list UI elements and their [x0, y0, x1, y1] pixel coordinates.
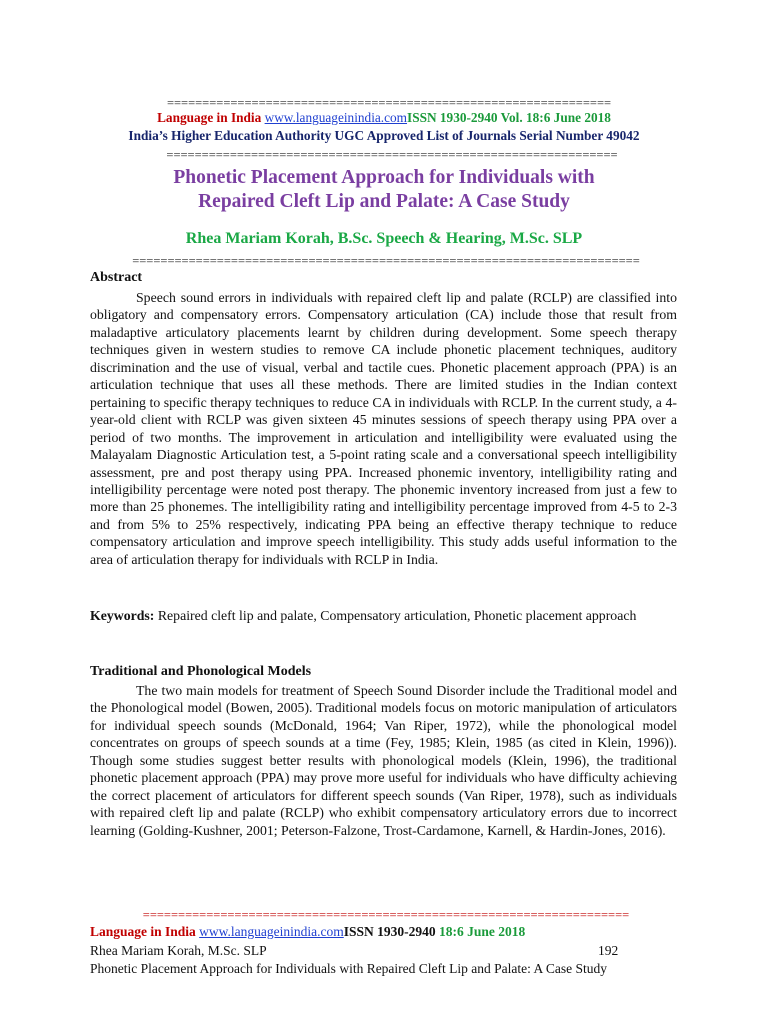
footer-volume: 18:6 June 2018	[439, 924, 526, 939]
footer-title-line: Phonetic Placement Approach for Individuals with Repaired Cleft Lip and Palate: A Case Study	[90, 961, 608, 976]
keywords-label: Keywords:	[90, 608, 155, 623]
ugc-approval-line: India’s Higher Education Authority UGC Approved List of Journals Serial Number 49042	[128, 128, 640, 143]
section-heading: Traditional and Phonological Models	[90, 664, 312, 679]
journal-name: Language in India	[157, 110, 262, 125]
journal-website-link[interactable]: www.languageinindia.com	[264, 110, 408, 125]
page-number: 192	[598, 943, 619, 958]
footer-issn: ISSN 1930-2940	[343, 924, 436, 939]
footer-author-line: Rhea Mariam Korah, M.Sc. SLP	[90, 943, 267, 958]
header-rule-bottom: ================================================================	[166, 148, 618, 162]
journal-issn-volume: ISSN 1930-2940 Vol. 18:6 June 2018	[407, 110, 611, 125]
article-author: Rhea Mariam Korah, B.Sc. Speech & Hearing, M.Sc. SLP	[185, 230, 583, 247]
keywords-paragraph	[90, 607, 677, 624]
section-paragraph: The two main models for treatment of Speech Sound Disorder include the Traditional model and the Phonological model (Bowen, 2005). Traditional models focus on motoric manipulation of articulators for individual speech sounds (McDonald, 1964; Van Riper, 1972), while the phonological model concentrates on groups of speech sounds at a time (Fey, 1985; Klein, 1985 (as cited in Klein, 1996)). Though some studies suggest better results with phonological models (Klein, 1996), the traditional phonetic placement approach (PPA) may prove more useful for individuals who have difficulty achieving the correct placement of articulators for different speech sounds (Van Riper, 1978), such as individuals with repaired cleft lip and palate (RCLP) who exhibit compensatory articulatory errors due to incorrect learning (Golding-Kushner, 2001; Peterson-Falzone, Trost-Cardamone, Karnell, & Hardin-Jones, 2016).	[90, 683, 677, 838]
abstract-heading: Abstract	[90, 270, 143, 285]
title-rule: ========================================================================	[132, 254, 640, 268]
footer-journal-name: Language in India	[90, 924, 196, 939]
article-title-line-2: Repaired Cleft Lip and Palate: A Case Study	[198, 191, 570, 212]
article-title-line-1: Phonetic Placement Approach for Individuals with	[173, 167, 595, 188]
abstract-paragraph: Speech sound errors in individuals with repaired cleft lip and palate (RCLP) are classified into obligatory and compensatory errors. Compensatory articulation (CA) include those that result from maladaptive articulatory placements learnt by children during development. Some speech therapy techniques given in western studies to remove CA include phonetic placement techniques, auditory discrimination and the use of visual, verbal and tactile cues. Phonetic placement approach (PPA) is an articulation technique that uses all these methods. There are limited studies in the Indian context pertaining to specific therapy techniques to reduce CA in individuals with RCLP. In the current study, a 4-year-old client with RCLP was given sixteen 45 minutes sessions of speech therapy using PPA over a period of two months. The improvement in articulation and intelligibility were evaluated using the Malayalam Diagnostic Articulation test, a 5-point rating scale and a conversational speech intelligibility assessment, pre and post therapy using PPA. Increased phonemic inventory, intelligibility rating and intelligibility percentage were noted post therapy. The phonemic inventory increased from just a few to more than 25 phonemes. The intelligibility rating and intelligibility percentage improved from 4-5 to 2-3 and from 5% to 25% respectively, indicating PPA being an effective therapy technique to reduce compensatory articulation and improve speech intelligibility. This study adds useful information to the area of articulation therapy for individuals with RCLP in India.	[90, 290, 677, 567]
footer-journal-line	[90, 923, 525, 940]
header-rule-top: ===============================================================	[166, 96, 612, 110]
footer-website-link[interactable]: www.languageinindia.com	[199, 924, 344, 939]
footer-rule: =====================================================================	[142, 908, 630, 922]
keywords-text: Repaired cleft lip and palate, Compensatory articulation, Phonetic placement approach	[157, 608, 637, 623]
journal-header-line	[0, 110, 768, 126]
